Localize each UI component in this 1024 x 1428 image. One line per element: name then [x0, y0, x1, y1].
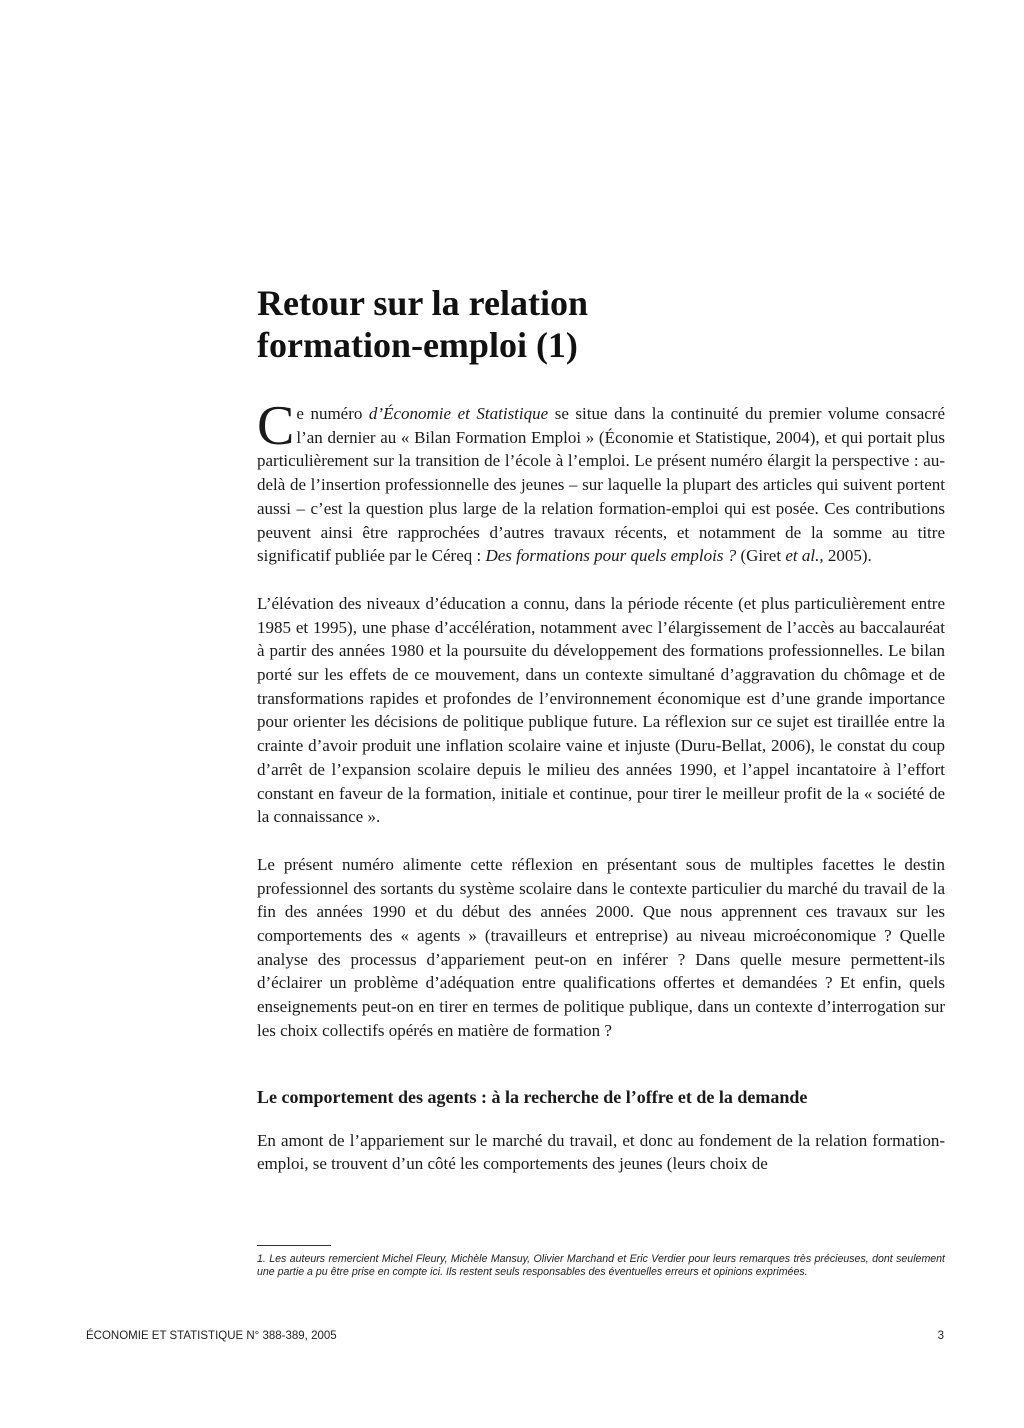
et-al-italic: et al.	[785, 546, 820, 566]
para1-text-3: (Giret	[736, 546, 786, 566]
footnote: 1. Les auteurs remercient Michel Fleury, Michèle Mansuy, Olivier Marchand et Eric Verdier pour leurs remarques très précieuses, dont seulement une partie a pu être prise en compte ici. Ils restent seuls responsables des éventuelles erreurs et opinions exprimées.	[257, 1253, 945, 1278]
cereq-book-title-italic: Des formations pour quels emplois ?	[485, 546, 737, 566]
para1-text-2: se situe dans la continuité du premier volume consacré l’an dernier au « Bilan Formation Emploi » (Économie et Statistique, 2004), et qui portait plus particulièrement sur la transition de l’école à l’emploi. Le présent numéro élargit la perspective : au-delà de l’insertion professionnelle des jeunes – sur laquelle la plupart des articles qui suivent portent aussi – c’est la question plus large de la relation formation-emploi qui est posée. Ces contributions peuvent ainsi être rapprochées d’autres travaux récents, et notamment de la somme au titre significatif publiée par le Céreq :	[257, 404, 946, 566]
section-heading: Le comportement des agents : à la recherche de l’offre et de la demande	[257, 1086, 808, 1107]
article-title	[257, 282, 945, 366]
drop-cap: C	[257, 395, 295, 457]
title-line-1: Retour sur la relation	[257, 283, 588, 323]
footer-page-number: 3	[937, 1330, 944, 1342]
para1-text-4: , 2005).	[819, 546, 872, 566]
paragraph-issue-overview: Le présent numéro alimente cette réflexion en présentant sous de multiples facettes le destin professionnel des sortants du système scolaire dans le contexte particulier du marché du travail de la fin des années 1990 et du début des années 2000. Que nous apprennent ces travaux sur les comportements des « agents » (travailleurs et entreprise) au niveau microéconomique ? Quelle analyse des processus d’appariement peut-on en inférer ? Dans quelle mesure permettent-ils d’éclairer un problème d’adéquation entre qualifications offertes et demandées ? Et enfin, quels enseignements peut-on en tirer en termes de politique publique, dans un contexte d’interrogation sur les choix collectifs opérés en matière de formation ?	[257, 854, 945, 1040]
article-content	[257, 282, 945, 1176]
para1-text-1: e numéro	[296, 404, 369, 423]
footnote-divider	[257, 1245, 331, 1246]
paragraph-education-levels: L’élévation des niveaux d’éducation a connu, dans la période récente (et plus particulièrement entre 1985 et 1995), une phase d’accélération, notamment avec l’élargissement de l’accès au baccalauréat à partir des années 1980 et la poursuite du développement des formations professionnelles. Le bilan porté sur les effets de ce mouvement, dans un contexte simultané d’aggravation du chômage et de transformations rapides et profondes de l’environnement économique est d’une grande importance pour orienter les décisions de politique publique future. La réflexion sur ce sujet est tiraillée entre la crainte d’avoir produit une inflation scolaire vaine et injuste (Duru-Bellat, 2006), le constat du coup d’arrêt de l’expansion scolaire depuis le milieu des années 1990, et l’appel incantatoire à l’effort constant en faveur de la formation, initiale et continue, pour tirer le meilleur profit de la « société de la connaissance ».	[257, 593, 945, 827]
paragraph-intro	[257, 395, 946, 568]
title-line-2: formation-emploi (1)	[257, 325, 578, 365]
journal-name-italic: d’Économie et Statistique	[368, 404, 549, 423]
paragraph-section-start: En amont de l’appariement sur le marché du travail, et donc au fondement de la relation formation-emploi, se trouvent d’un côté les comportements des jeunes (leurs choix de	[257, 1130, 945, 1174]
footer-journal-reference: ÉCONOMIE ET STATISTIQUE N° 388-389, 2005	[86, 1330, 337, 1342]
